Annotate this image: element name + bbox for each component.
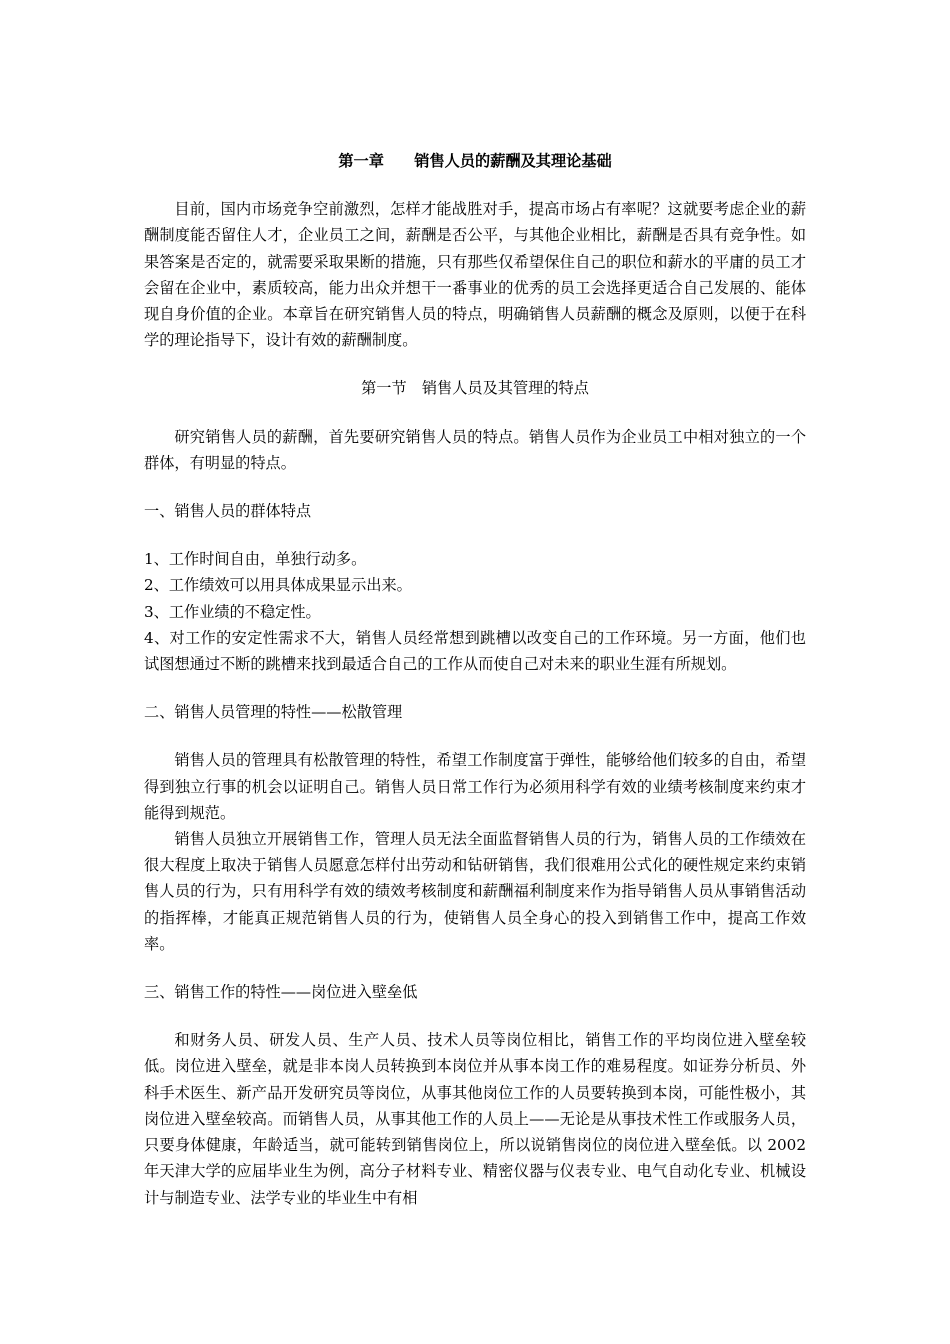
part1-heading: 一、销售人员的群体特点: [144, 502, 312, 521]
document-page: [144, 148, 806, 1211]
list-item: 2、工作绩效可以用具体成果显示出来。: [144, 576, 412, 595]
part2-heading: 二、销售人员管理的特性——松散管理: [144, 703, 403, 722]
section-intro-paragraph: 研究销售人员的薪酬，首先要研究销售人员的特点。销售人员作为企业员工中相对独立的一个群体，有明显的特点。: [144, 427, 806, 472]
list-item: 3、工作业绩的不稳定性。: [144, 602, 321, 621]
chapter-title: 第一章 销售人员的薪酬及其理论基础: [338, 152, 612, 170]
list-item: 1、工作时间自由，单独行动多。: [144, 550, 367, 569]
part2-paragraph: 销售人员独立开展销售工作，管理人员无法全面监督销售人员的行为，销售人员的工作绩效在很大程度上取决于销售人员愿意怎样付出劳动和钻研销售，我们很难用公式化的硬性规定来约束销售人员的行为，只有用科学有效的绩效考核制度和薪酬福利制度来作为指导销售人员从事销售活动的指挥棒，才能真正规范销售人员的行为，使销售人员全身心的投入到销售工作中，提高工作效率。: [144, 830, 806, 953]
part2-paragraph: 销售人员的管理具有松散管理的特性，希望工作制度富于弹性，能够给他们较多的自由，希望得到独立行事的机会以证明自己。销售人员日常工作行为必须用科学有效的业绩考核制度来约束才能得到规范。: [144, 751, 806, 822]
part3-heading: 三、销售工作的特性——岗位进入壁垒低: [144, 983, 418, 1002]
list-item: 4、对工作的安定性需求不大，销售人员经常想到跳槽以改变自己的工作环境。另一方面，他们也试图想通过不断的跳槽来找到最适合自己的工作从而使自己对未来的职业生涯有所规划。: [144, 628, 806, 674]
intro-paragraph: 目前，国内市场竞争空前激烈，怎样才能战胜对手，提高市场占有率呢？这就要考虑企业的薪酬制度能否留住人才，企业员工之间，薪酬是否公平，与其他企业相比，薪酬是否具有竞争性。如果答案是否定的，就需要采取果断的措施，只有那些仅希望保住自己的职位和薪水的平庸的员工才会留在企业中，素质较高，能力出众并想干一番事业的优秀的员工会选择更适合自己发展的、能体现自身价值的企业。本章旨在研究销售人员的特点，明确销售人员薪酬的概念及原则，以便于在科学的理论指导下，设计有效的薪酬制度。: [144, 200, 806, 350]
part3-paragraph: 和财务人员、研发人员、生产人员、技术人员等岗位相比，销售工作的平均岗位进入壁垒较低。岗位进入壁垒，就是非本岗人员转换到本岗位并从事本岗工作的难易程度。如证券分析员、外科手术医生、新产品开发研究员等岗位，从事其他岗位工作的人员要转换到本岗，可能性极小，其岗位进入壁垒较高。而销售人员，从事其他工作的人员上——无论是从事技术性工作或服务人员，只要身体健康，年龄适当，就可能转到销售岗位上，所以说销售岗位的岗位进入壁垒低。以 2002 年天津大学的应届毕业生为例，高分子材料专业、精密仪器与仪表专业、电气自动化专业、机械设计与制造专业、法学专业的毕业生中有相: [144, 1031, 806, 1207]
section-title: 第一节 销售人员及其管理的特点: [361, 379, 589, 398]
